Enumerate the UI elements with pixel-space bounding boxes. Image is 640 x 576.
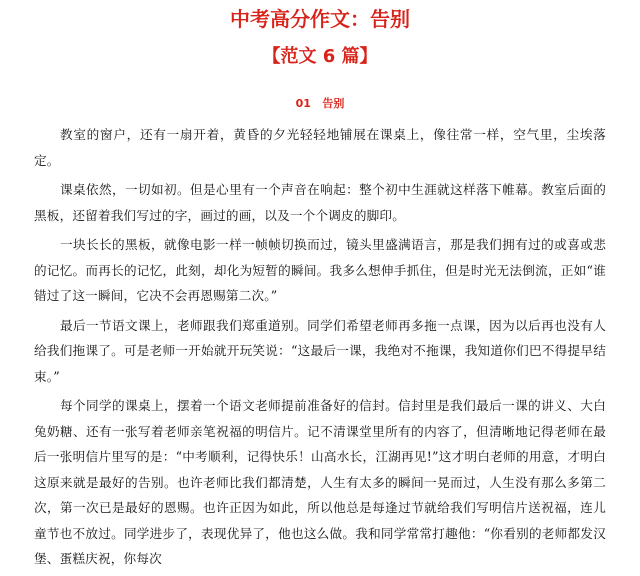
essay-body: [34, 122, 606, 576]
paragraph-2: 课桌依然，一切如初。但是心里有一个声音在响起：整个初中生涯就这样落下帷幕。教室后面的黑板，还留着我们写过的字，画过的画，以及一个个调皮的脚印。: [34, 182, 606, 223]
section-number: 01: [295, 97, 311, 110]
paragraph-3: 一块长长的黑板，就像电影一样一帧帧切换而过，镜头里盛满语言，那是我们拥有过的或喜或悲的记忆。而再长的记忆，此刻，却化为短暂的瞬间。我多么想伸手抓住，但是时光无法倒流，正如“谁错过了这一瞬间，它决不会再恩赐第二次。”: [34, 237, 606, 303]
document-subtitle: 【范文 6 篇】: [262, 46, 378, 67]
document-title: 中考高分作文：告别: [230, 7, 410, 31]
paragraph-4: 最后一节语文课上，老师跟我们郑重道别。同学们希望老师再多拖一点课，因为以后再也没有人给我们拖课了。可是老师一开始就开玩笑说：“这最后一课，我绝对不拖课，我知道你们巴不得提早结束。”: [34, 317, 606, 384]
paragraph-5: 每个同学的课桌上，摆着一个语文老师提前准备好的信封。信封里是我们最后一课的讲义、大白兔奶糖、还有一张写着老师亲笔祝福的明信片。记不清课堂里所有的内容了，但清晰地记得老师在最后一张明信片里写的是：“中考顺利，记得快乐！山高水长，江湖再见!”这才明白老师的用意，才明白这原来就是最好的告别。也许老师比我们都清楚，人生有太多的瞬间一晃而过，人生没有那么多第二次，第一次已是最好的恩赐。也许正因为如此，所以他总是每逢过节就给我们写明信片送祝福，连儿童节也不放过。同学进步了，表现优异了，他也这么做。我和同学常常打趣他：“你看别的老师都发汉堡、蛋糕庆祝，你每次: [34, 398, 606, 566]
section-title: 告别: [322, 97, 345, 110]
section-heading: [0, 96, 640, 112]
paragraph-1: 教室的窗户，还有一扇开着，黄昏的夕光轻轻地铺展在课桌上，像往常一样，空气里，尘埃落定。: [34, 127, 606, 168]
